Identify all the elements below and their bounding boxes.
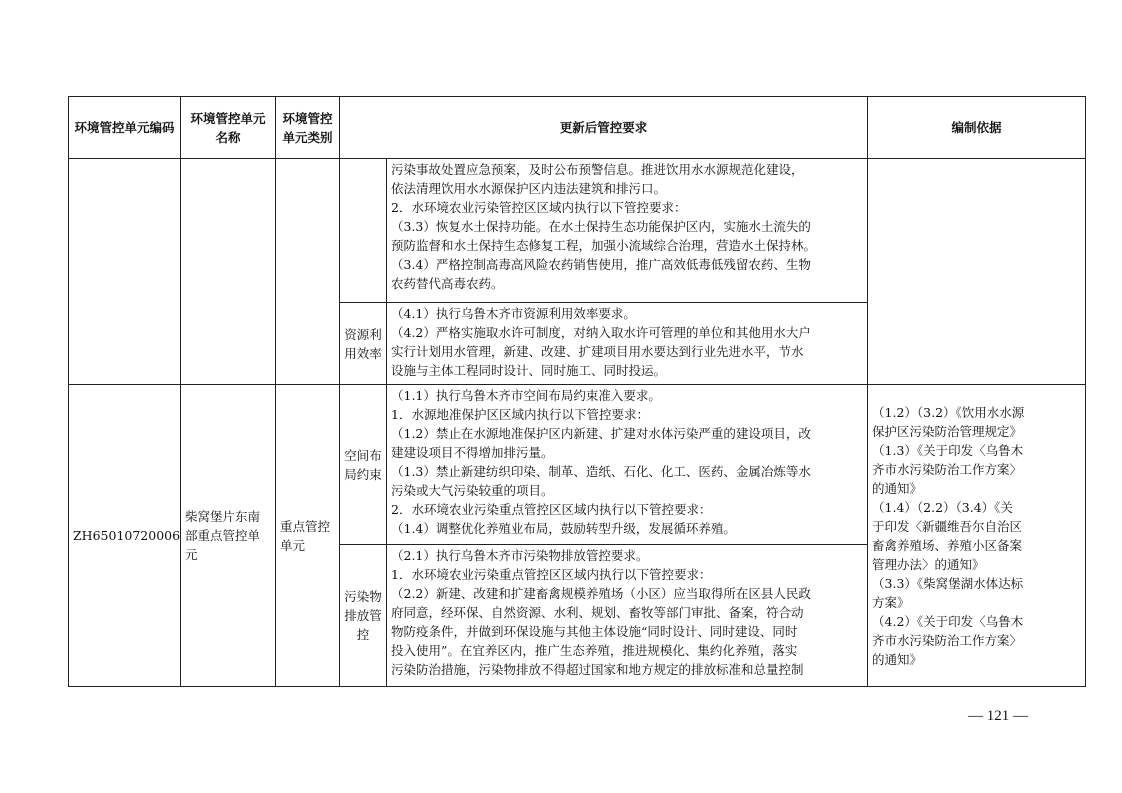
basis-line: 齐市水污染防治工作方案〉 [872,461,1023,477]
header-unit-code: 环境管控单元编码 [69,97,181,159]
spatial-requirements-cell [387,385,868,545]
basis-cell [868,385,1086,687]
requirement-line: （1.4）调整优化养殖业布局，鼓励转型升级，发展循环养殖。 [391,521,736,536]
requirement-line: （3.3）恢复水土保持功能。在水土保持生态功能保护区内，实施水土流失的 [391,219,811,234]
requirement-line: 物防疫条件，并做到环保设施与其他主体设施“同时设计、同时建设、同时 [391,624,798,639]
requirement-line: （4.2）严格实施取水许可制度，对纳入取水许可管理的单位和其他用水大户 [391,325,811,340]
requirement-line: 实行计划用水管理，新建、改建、扩建项目用水要达到行业先进水平，节水 [391,344,804,359]
basis-line: 畜禽养殖场、养殖小区备案 [872,537,1023,553]
page-number: — 121 — [968,708,1028,724]
basis-line: （4.2）《关于印发〈乌鲁木 [872,613,1024,629]
requirement-line: 污染事故处置应急预案，及时公布预警信息。推进饮用水水源规范化建设， [391,162,804,177]
prev-dim-cell [340,159,387,303]
requirement-line: （1.2）禁止在水源地准保护区内新建、扩建对水体污染严重的建设项目，改 [391,426,811,441]
basis-line: 管理办法〉的通知》 [872,556,985,572]
requirement-line: 2．水环境农业污染重点管控区区域内执行以下管控要求： [391,502,712,517]
requirement-line: （2.1）执行乌鲁木齐市污染物排放管控要求。 [391,548,649,563]
basis-line: 齐市水污染防治工作方案〉 [872,632,1023,648]
requirement-line: 2．水环境农业污染管控区区域内执行以下管控要求： [391,200,687,215]
requirement-line: 污染防治措施，污染物排放不得超过国家和地方规定的排放标准和总量控制 [391,662,804,677]
prev-code-cell [69,159,181,385]
unit-category: 重点管控单元 [276,385,340,687]
basis-line: （1.2）（3.2）《饮用水水源 [872,404,1025,420]
table-row [69,159,1086,303]
regulation-table [68,96,1086,687]
requirement-line: 预防监督和水土保持生态修复工程，加强小流域综合治理，营造水土保持林。 [391,238,817,253]
prev-category-cell [276,159,340,385]
requirement-line: （1.1）执行乌鲁木齐市空间布局约束准入要求。 [391,388,661,403]
basis-line: 的通知》 [872,480,923,496]
prev-name-cell [181,159,276,385]
resource-requirements-cell [387,303,868,385]
basis-line: （1.3）《关于印发〈乌鲁木 [872,442,1024,458]
basis-line: （3.3）《柴窝堡湖水体达标 [872,575,1024,591]
dimension-resource-efficiency: 资源利用效率 [340,303,387,385]
prev-requirements-cell [387,159,868,303]
requirement-line: 设施与主体工程同时设计、同时施工、同时投运。 [391,363,667,378]
header-unit-category: 环境管控单元类别 [276,97,340,159]
requirement-line: 污染或大气污染较重的项目。 [391,483,554,498]
requirement-line: （2.2）新建、改建和扩建畜禽规模养殖场（小区）应当取得所在区县人民政 [391,586,811,601]
requirement-line: 依法清理饮用水水源保护区内违法建筑和排污口。 [391,181,667,196]
basis-line: 的通知》 [872,651,923,667]
table-row [69,385,1086,545]
requirement-line: 投入使用”。在宜养区内，推广生态养殖，推进规模化、集约化养殖，落实 [391,643,798,658]
requirement-line: 农药替代高毒农药。 [391,276,504,291]
requirement-line: 1．水环境农业污染重点管控区区域内执行以下管控要求： [391,567,712,582]
dimension-spatial-layout: 空间布局约束 [340,385,387,545]
basis-line: 于印发〈新疆维吾尔自治区 [872,518,1023,534]
dimension-pollutant-emission: 污染物排放管控 [340,545,387,687]
basis-line: 保护区污染防治管理规定》 [872,423,1023,439]
unit-name: 柴窝堡片东南部重点管控单元 [181,385,276,687]
unit-code: ZH65010720006 [69,385,181,687]
prev-basis-cell [868,159,1086,385]
requirement-line: 1．水源地准保护区区域内执行以下管控要求： [391,407,649,422]
header-requirements: 更新后管控要求 [340,97,868,159]
header-unit-name: 环境管控单元名称 [181,97,276,159]
requirement-line: 建建设项目不得增加排污量。 [391,445,554,460]
pollution-requirements-cell [387,545,868,687]
header-row [69,97,1086,159]
requirement-line: （3.4）严格控制高毒高风险农药销售使用，推广高效低毒低残留农药、生物 [391,257,811,272]
requirement-line: 府同意，经环保、自然资源、水利、规划、畜牧等部门审批、备案，符合动 [391,605,804,620]
basis-line: （1.4）（2.2）（3.4）《关 [872,499,1013,515]
requirement-line: （4.1）执行乌鲁木齐市资源利用效率要求。 [391,306,636,321]
requirement-line: （1.3）禁止新建纺织印染、制革、造纸、石化、化工、医药、金属冶炼等水 [391,464,811,479]
header-basis: 编制依据 [868,97,1086,159]
basis-line: 方案》 [872,594,910,610]
